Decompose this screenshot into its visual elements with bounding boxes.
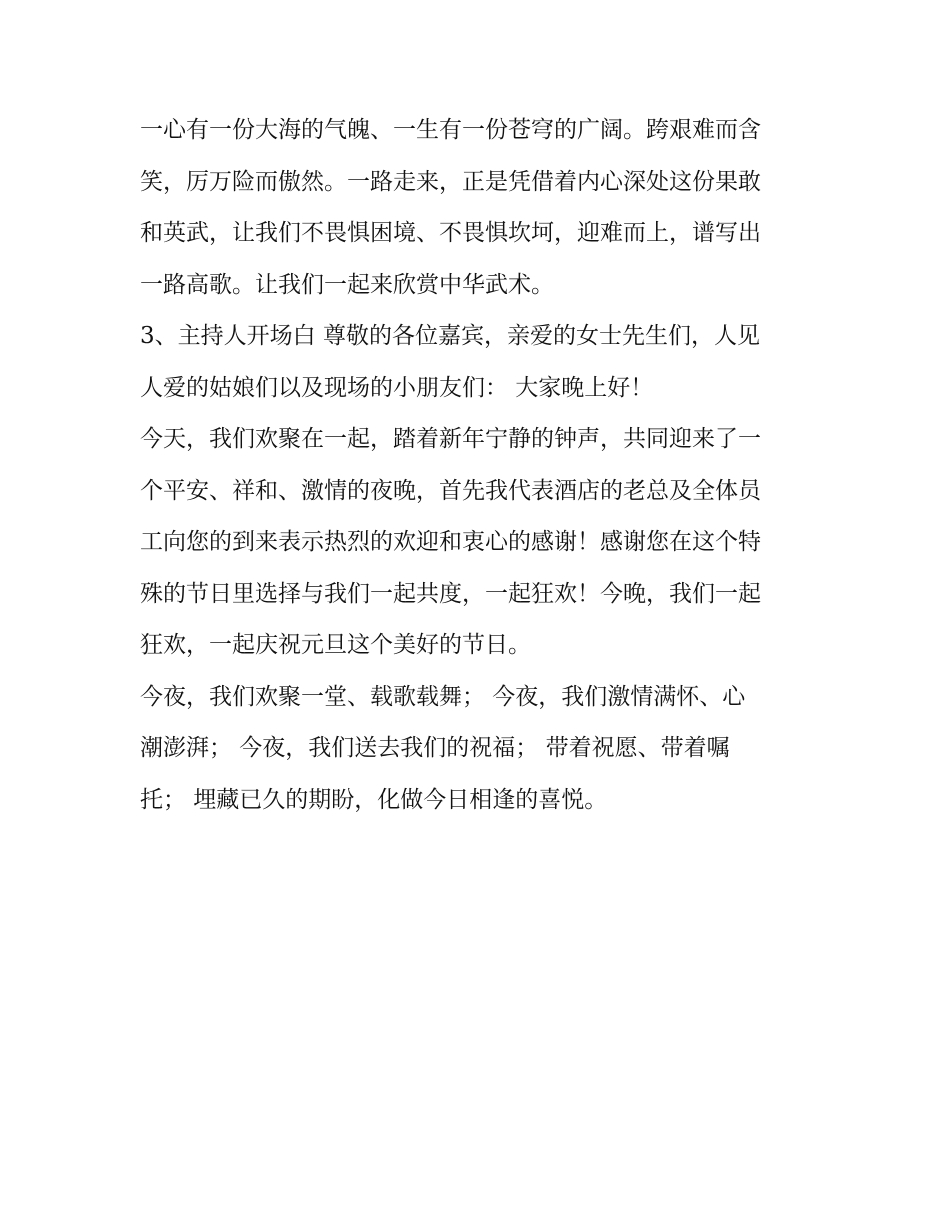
paragraph-line-4: 一路高歌。让我们一起来欣赏中华武术。 <box>140 271 554 298</box>
paragraph-line-14: 托； 埋藏已久的期盼，化做今日相逢的喜悦。 <box>140 786 608 813</box>
paragraph-line-2: 笑，厉万险而傲然。一路走来，正是凭借着内心深处这份果敢 <box>140 168 761 195</box>
paragraph-line-3: 和英武，让我们不畏惧困境、不畏惧坎坷，迎难而上，谱写出 <box>140 220 761 246</box>
paragraph-line-12: 今夜，我们欢聚一堂、载歌载舞； 今夜，我们激情满怀、心 <box>140 683 746 710</box>
paragraph-line-5: 3、主持人开场白 尊敬的各位嘉宾，亲爱的女士先生们，人见 <box>140 323 760 349</box>
paragraph-line-7: 今天，我们欢聚在一起，踏着新年宁静的钟声，共同迎来了一 <box>140 426 761 452</box>
paragraph-line-9: 工向您的到来表示热烈的欢迎和衷心的感谢！感谢您在这个特 <box>140 529 761 555</box>
document-body <box>140 108 820 829</box>
paragraph-line-13: 潮澎湃； 今夜，我们送去我们的祝福； 带着祝愿、带着嘱 <box>140 735 730 761</box>
paragraph-line-8: 个平安、祥和、激情的夜晚，首先我代表酒店的老总及全体员 <box>140 477 761 504</box>
paragraph-line-10: 殊的节日里选择与我们一起共度，一起狂欢！今晚，我们一起 <box>140 580 761 607</box>
paragraph-line-6: 人爱的姑娘们以及现场的小朋友们： 大家晚上好！ <box>140 374 654 401</box>
paragraph-line-1: 一心有一份大海的气魄、一生有一份苍穹的广阔。跨艰难而含 <box>140 117 761 143</box>
paragraph-line-11: 狂欢，一起庆祝元旦这个美好的节日。 <box>140 632 531 658</box>
